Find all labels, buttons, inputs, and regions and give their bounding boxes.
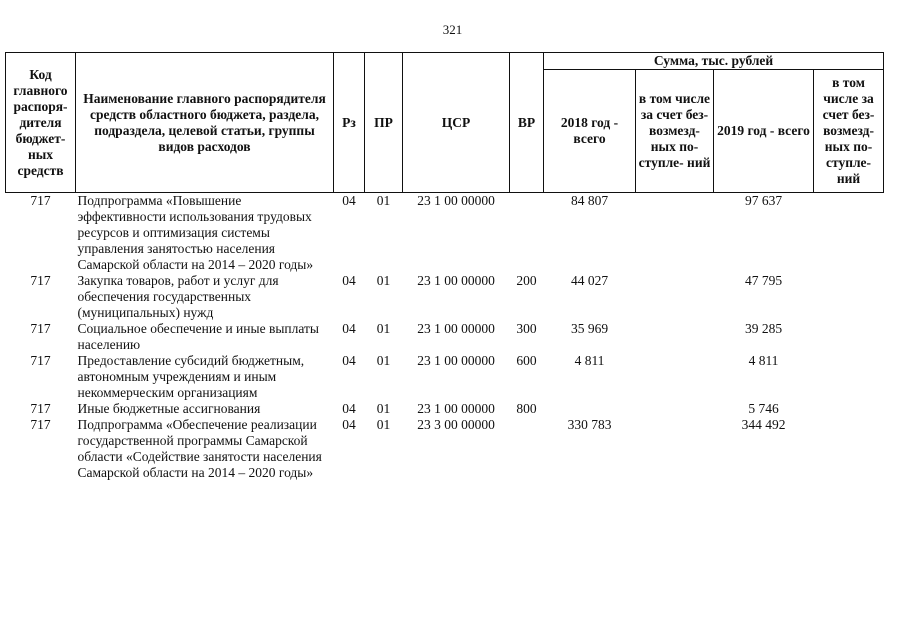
row-rz: 04: [342, 193, 356, 208]
row-name: Подпрограмма «Повышение эффективности использования трудовых ресурсов и оптимизация системы управления занятостью населения Самарской области на 2014 – 2020 годы»: [77, 193, 314, 272]
row-code: 717: [30, 417, 51, 432]
row-rz: 04: [342, 401, 356, 416]
row-2018-free: [636, 353, 714, 401]
row-code: 717: [30, 273, 51, 288]
table-row: [6, 401, 884, 417]
table-row: [6, 417, 884, 481]
header-2018-total: 2018 год - всего: [544, 70, 636, 193]
row-rz: 04: [342, 417, 356, 432]
row-2018-total: 330 783: [567, 417, 612, 432]
header-pr: ПР: [365, 53, 403, 193]
row-pr: 01: [376, 273, 391, 288]
table-row: [6, 321, 884, 353]
row-2019-total: 5 746: [748, 401, 779, 416]
row-vr: 200: [516, 273, 537, 288]
row-name: Закупка товаров, работ и услуг для обеспечения государственных (муниципальных) нужд: [77, 273, 279, 320]
row-pr: 01: [376, 353, 391, 368]
row-2019-free: [814, 401, 884, 417]
row-pr: 01: [376, 193, 391, 208]
row-name: Предоставление субсидий бюджетным, автономным учреждениям и иным некоммерческим организациям: [77, 353, 305, 400]
row-vr: 600: [516, 353, 537, 368]
row-2018-total: 44 027: [570, 273, 609, 288]
row-code: 717: [30, 353, 51, 368]
header-csr: ЦСР: [403, 53, 510, 193]
header-rz: Рз: [334, 53, 365, 193]
row-vr: 800: [516, 401, 537, 416]
row-2019-total: 47 795: [744, 273, 783, 288]
row-2019-total: 97 637: [744, 193, 783, 208]
row-csr: 23 1 00 00000: [417, 273, 495, 288]
row-rz: 04: [342, 353, 356, 368]
row-2018-free: [636, 401, 714, 417]
row-pr: 01: [376, 417, 391, 432]
row-csr: 23 1 00 00000: [417, 353, 495, 368]
header-2018-free: в том числе за счет без- возмезд- ных по- ступле- ний: [636, 70, 714, 193]
row-csr: 23 1 00 00000: [417, 401, 495, 416]
header-vr: ВР: [510, 53, 544, 193]
header-2019-total: 2019 год - всего: [714, 70, 814, 193]
row-code: 717: [30, 401, 51, 416]
row-2018-free: [636, 417, 714, 481]
row-rz: 04: [342, 273, 356, 288]
table-row: [6, 353, 884, 401]
table-row: [6, 193, 884, 274]
row-2019-free: [814, 321, 884, 353]
table-row: [6, 273, 884, 321]
row-code: 717: [30, 321, 51, 336]
row-vr: 300: [516, 321, 537, 336]
header-code: Код главного распоря- дителя бюджет- ных средств: [6, 53, 76, 193]
row-2019-total: 4 811: [748, 353, 779, 368]
row-csr: 23 1 00 00000: [417, 193, 495, 208]
row-2019-free: [814, 353, 884, 401]
row-pr: 01: [376, 321, 391, 336]
row-csr: 23 1 00 00000: [417, 321, 495, 336]
row-vr: [510, 193, 544, 274]
row-2018-total: 4 811: [574, 353, 605, 368]
row-name: Подпрограмма «Обеспечение реализации государственной программы Самарской области «Содействие занятости населения Самарской области на 2014 – 2020 годы»: [77, 417, 322, 480]
header-name: Наименование главного распорядителя средств областного бюджета, раздела, подраздела, целевой статьи, группы видов расходов: [76, 53, 334, 193]
row-2018-total: 35 969: [570, 321, 609, 336]
row-2018-total: 84 807: [570, 193, 609, 208]
row-2019-total: 344 492: [741, 417, 786, 432]
row-2019-free: [814, 273, 884, 321]
budget-table: [5, 52, 884, 481]
row-pr: 01: [376, 401, 391, 416]
row-vr: [510, 417, 544, 481]
row-name: Социальное обеспечение и иные выплаты населению: [77, 321, 319, 352]
header-sum: Сумма, тыс. рублей: [544, 53, 884, 70]
page-number: 321: [442, 22, 463, 37]
row-code: 717: [30, 193, 51, 208]
row-2018-free: [636, 193, 714, 274]
row-2018-free: [636, 321, 714, 353]
row-2019-free: [814, 193, 884, 274]
row-2018-total: [544, 401, 636, 417]
row-2019-free: [814, 417, 884, 481]
row-2018-free: [636, 273, 714, 321]
header-2019-free: в том числе за счет без- возмезд- ных по- ступле- ний: [814, 70, 884, 193]
row-name: Иные бюджетные ассигнования: [77, 401, 261, 416]
row-rz: 04: [342, 321, 356, 336]
row-2019-total: 39 285: [744, 321, 783, 336]
row-csr: 23 3 00 00000: [417, 417, 495, 432]
